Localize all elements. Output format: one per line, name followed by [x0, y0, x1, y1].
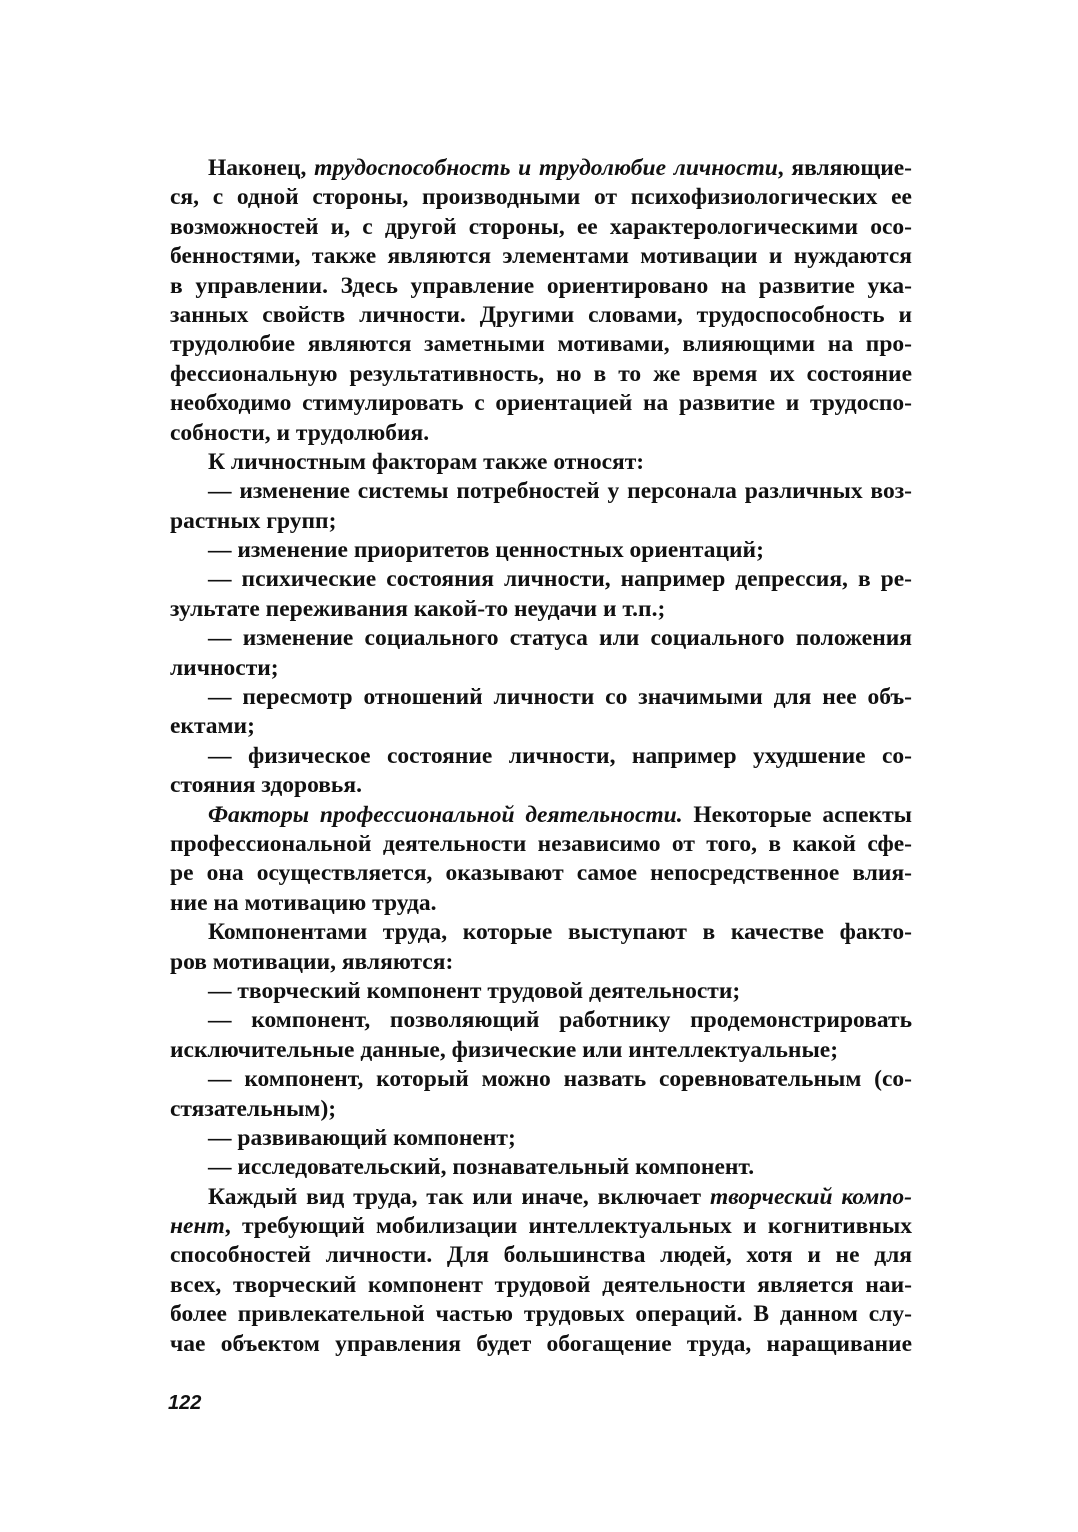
- line-text: — психические состояния личности, например депрессия, в ре-: [208, 566, 912, 593]
- paragraph: [170, 1183, 912, 1359]
- emphasis-text: нент: [170, 1213, 225, 1240]
- line-text: более привлекательной частью трудовых операций. В данном слу-: [170, 1301, 912, 1328]
- text-line: [170, 213, 912, 242]
- line-text: личности;: [170, 654, 279, 681]
- line-text: Некоторые аспекты: [682, 801, 912, 828]
- line-text: фессиональную результативность, но в то же время их состояние: [170, 360, 912, 387]
- text-line: [170, 448, 912, 477]
- text-line: [170, 507, 912, 536]
- line-text: ние на мотивацию труда.: [170, 889, 437, 916]
- line-text: — творческий компонент трудовой деятельности;: [208, 977, 741, 1004]
- paragraph: [170, 801, 912, 919]
- line-text: ся, с одной стороны, производными от психофизиологических ее: [170, 184, 912, 211]
- text-line: [170, 1095, 912, 1124]
- paragraph: [170, 624, 912, 683]
- text-line: [170, 683, 912, 712]
- line-text: — исследовательский, познавательный компонент.: [208, 1154, 755, 1181]
- line-text: , требующий мобилизации интеллектуальных и когнитивных: [224, 1213, 912, 1240]
- paragraph: [170, 977, 912, 1006]
- text-line: [170, 977, 912, 1006]
- text-line: [170, 565, 912, 594]
- line-text: возможностей и, с другой стороны, ее характерологическими осо-: [170, 213, 912, 240]
- text-line: [170, 859, 912, 888]
- emphasis-text: творческий компо-: [709, 1183, 913, 1210]
- text-line: [170, 536, 912, 565]
- text-line: [170, 624, 912, 653]
- line-text: способностей личности. Для большинства людей, хотя и не для: [170, 1242, 912, 1269]
- paragraph: [170, 1124, 912, 1153]
- line-text: профессиональной деятельности независимо от того, в какой сфе-: [170, 830, 912, 857]
- page-body: [170, 154, 912, 1359]
- line-text: стояния здоровья.: [170, 772, 362, 799]
- line-text: К личностным факторам также относят:: [208, 448, 645, 475]
- page-number: 122: [168, 1392, 202, 1414]
- text-line: [170, 360, 912, 389]
- emphasis-text: трудоспособность и трудолюбие личности: [314, 155, 778, 181]
- text-line: [170, 1212, 912, 1241]
- paragraph: [170, 1153, 912, 1182]
- text-line: [170, 918, 912, 947]
- paragraph: [170, 154, 912, 448]
- text-line: [170, 242, 912, 271]
- line-text: трудолюбие являются заметными мотивами, влияющими на про-: [170, 331, 912, 358]
- line-text: растных групп;: [170, 507, 337, 534]
- text-line: [170, 712, 912, 741]
- text-line: [170, 301, 912, 330]
- text-line: [170, 154, 912, 183]
- text-line: [170, 1124, 912, 1153]
- line-text: чае объектом управления будет обогащение труда, наращивание: [170, 1330, 912, 1357]
- paragraph: [170, 448, 912, 477]
- text-line: [170, 1330, 912, 1359]
- paragraph: [170, 536, 912, 565]
- text-line: [170, 183, 912, 212]
- text-line: [170, 389, 912, 418]
- text-line: [170, 771, 912, 800]
- line-text: — компонент, который можно назвать соревновательным (со-: [208, 1066, 912, 1093]
- text-line: [170, 595, 912, 624]
- text-line: [170, 1271, 912, 1300]
- line-text: занных свойств личности. Другими словами, трудоспособность и: [170, 301, 912, 328]
- text-line: [170, 477, 912, 506]
- text-line: [170, 948, 912, 977]
- line-text: в управлении. Здесь управление ориентировано на развитие ука-: [170, 272, 912, 299]
- text-line: [170, 830, 912, 859]
- paragraph: [170, 1006, 912, 1065]
- line-text: — физическое состояние личности, например ухудшение со-: [208, 742, 912, 769]
- text-line: [170, 1006, 912, 1035]
- text-line: [170, 1036, 912, 1065]
- line-text: — изменение приоритетов ценностных ориентаций;: [208, 537, 764, 564]
- line-text: исключительные данные, физические или интеллектуальные;: [170, 1036, 839, 1063]
- text-line: [170, 801, 912, 830]
- text-line: [170, 889, 912, 918]
- paragraph: [170, 683, 912, 742]
- paragraph: [170, 918, 912, 977]
- paragraph: [170, 565, 912, 624]
- text-line: [170, 330, 912, 359]
- line-text: собности, и трудолюбия.: [170, 419, 430, 446]
- line-text: — пересмотр отношений личности со значимыми для нее объ-: [208, 684, 912, 711]
- line-text: — изменение социального статуса или социального положения: [208, 625, 912, 652]
- text-line: [170, 1153, 912, 1182]
- text-line: [170, 419, 912, 448]
- line-text: , являющие-: [777, 155, 912, 181]
- line-text: Каждый вид труда, так или иначе, включает: [208, 1183, 710, 1210]
- line-text: — компонент, позволяющий работнику продемонстрировать: [208, 1007, 912, 1034]
- text-line: [170, 654, 912, 683]
- emphasis-text: Факторы профессиональной деятельности.: [208, 801, 683, 828]
- line-text: Наконец,: [208, 155, 315, 181]
- text-line: [170, 1241, 912, 1270]
- line-text: — развивающий компонент;: [208, 1124, 516, 1151]
- line-text: стязательным);: [170, 1095, 337, 1122]
- text-line: [170, 1300, 912, 1329]
- text-line: [170, 272, 912, 301]
- line-text: ре она осуществляется, оказывают самое непосредственное влия-: [170, 860, 912, 887]
- line-text: ров мотивации, являются:: [170, 948, 454, 975]
- line-text: зультате переживания какой-то неудачи и т.п.;: [170, 595, 666, 622]
- line-text: необходимо стимулировать с ориентацией на развитие и трудоспо-: [170, 390, 912, 417]
- paragraph: [170, 477, 912, 536]
- line-text: ектами;: [170, 713, 255, 740]
- paragraph: [170, 742, 912, 801]
- paragraph: [170, 1065, 912, 1124]
- text-line: [170, 1065, 912, 1094]
- text-line: [170, 1183, 912, 1212]
- line-text: бенностями, также являются элементами мотивации и нуждаются: [170, 243, 912, 270]
- text-line: [170, 742, 912, 771]
- line-text: Компонентами труда, которые выступают в качестве факто-: [208, 919, 912, 946]
- line-text: всех, творческий компонент трудовой деятельности является наи-: [170, 1271, 912, 1298]
- line-text: — изменение системы потребностей у персонала различных воз-: [208, 478, 912, 505]
